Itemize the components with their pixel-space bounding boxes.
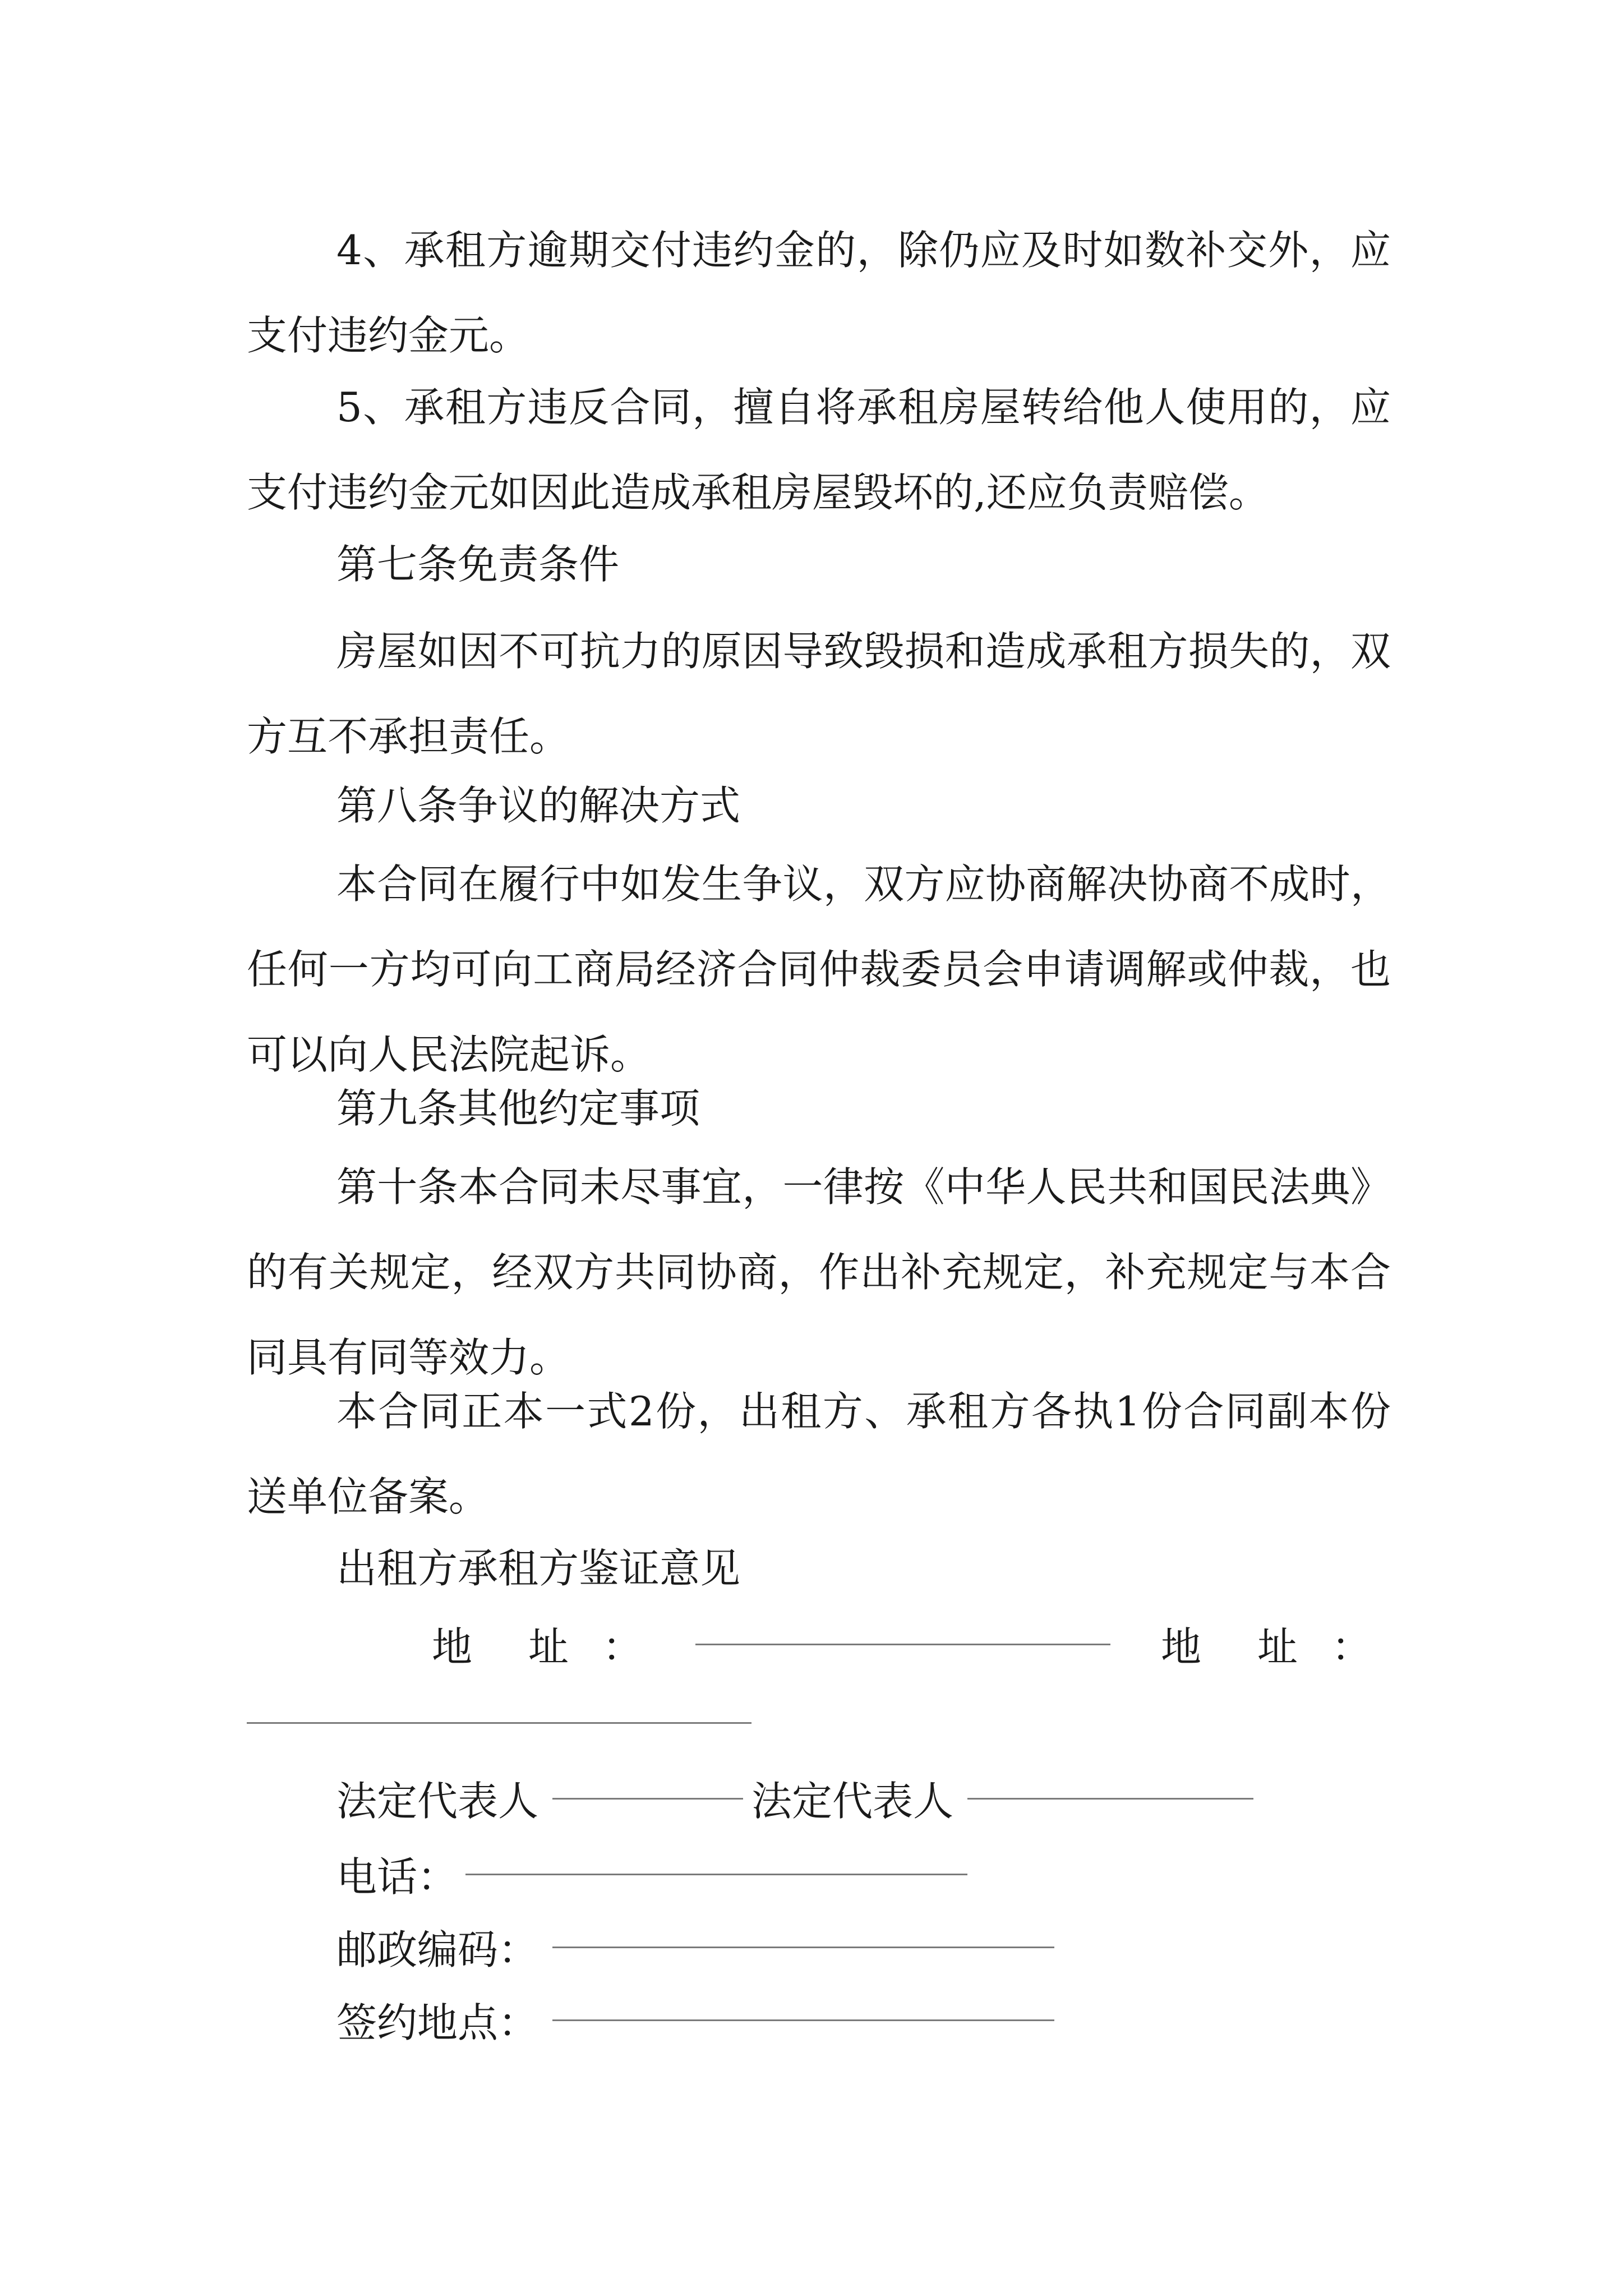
article-10-body: 第十条本合同未尽事宜，一律按《中华人民共和国民法典》的有关规定，经双方共同协商，作出补充规定，补充规定与本合同具有同等效力。 bbox=[247, 1163, 1391, 1381]
phone-label: 电话： bbox=[336, 1853, 458, 1901]
postcode-blank[interactable] bbox=[552, 1947, 1054, 1948]
address-colon-2: ： bbox=[1331, 1623, 1372, 1671]
address-colon-1: ： bbox=[602, 1623, 643, 1671]
postcode-label: 邮政编码： bbox=[336, 1926, 539, 1973]
phone-blank[interactable] bbox=[465, 1874, 967, 1875]
address-blank-1[interactable] bbox=[695, 1644, 1110, 1645]
address-label-2 bbox=[1161, 1604, 1372, 1690]
legal-rep-label-2: 法定代表人 bbox=[751, 1778, 954, 1825]
address-char-2: 址 bbox=[528, 1623, 569, 1671]
article-9-title: 第九条其他约定事项 bbox=[336, 1085, 700, 1132]
address2-char-2: 址 bbox=[1257, 1623, 1298, 1671]
legal-rep-blank-2[interactable] bbox=[967, 1798, 1253, 1800]
address2-char-1: 地 bbox=[1161, 1623, 1202, 1671]
signing-place-blank[interactable] bbox=[552, 2019, 1054, 2021]
parties-line: 出租方承租方鉴证意见 bbox=[336, 1545, 741, 1592]
address-label-1 bbox=[432, 1604, 643, 1690]
signing-place-label: 签约地点： bbox=[336, 1999, 539, 2046]
address-blank-2[interactable] bbox=[247, 1722, 751, 1724]
copies-paragraph: 本合同正本一式2份，出租方、承租方各执1份合同副本份送单位备案。 bbox=[247, 1388, 1391, 1520]
clause-5-paragraph: 5、承租方违反合同，擅自将承租房屋转给他人使用的，应支付违约金元如因此造成承租房屋毁坏的,还应负责赔偿。 bbox=[247, 384, 1391, 516]
article-8-body: 本合同在履行中如发生争议，双方应协商解决协商不成时，任何一方均可向工商局经济合同仲裁委员会申请调解或仲裁，也可以向人民法院起诉。 bbox=[247, 861, 1391, 1078]
legal-rep-blank-1[interactable] bbox=[552, 1798, 743, 1800]
legal-rep-label-1: 法定代表人 bbox=[336, 1778, 539, 1825]
article-8-title: 第八条争议的解决方式 bbox=[336, 782, 741, 829]
clause-4-paragraph: 4、承租方逾期交付违约金的，除仍应及时如数补交外，应支付违约金元。 bbox=[247, 227, 1391, 359]
article-7-body: 房屋如因不可抗力的原因导致毁损和造成承租方损失的，双方互不承担责任。 bbox=[247, 628, 1391, 760]
address-char-1: 地 bbox=[432, 1623, 473, 1671]
article-7-title: 第七条免责条件 bbox=[336, 541, 620, 588]
